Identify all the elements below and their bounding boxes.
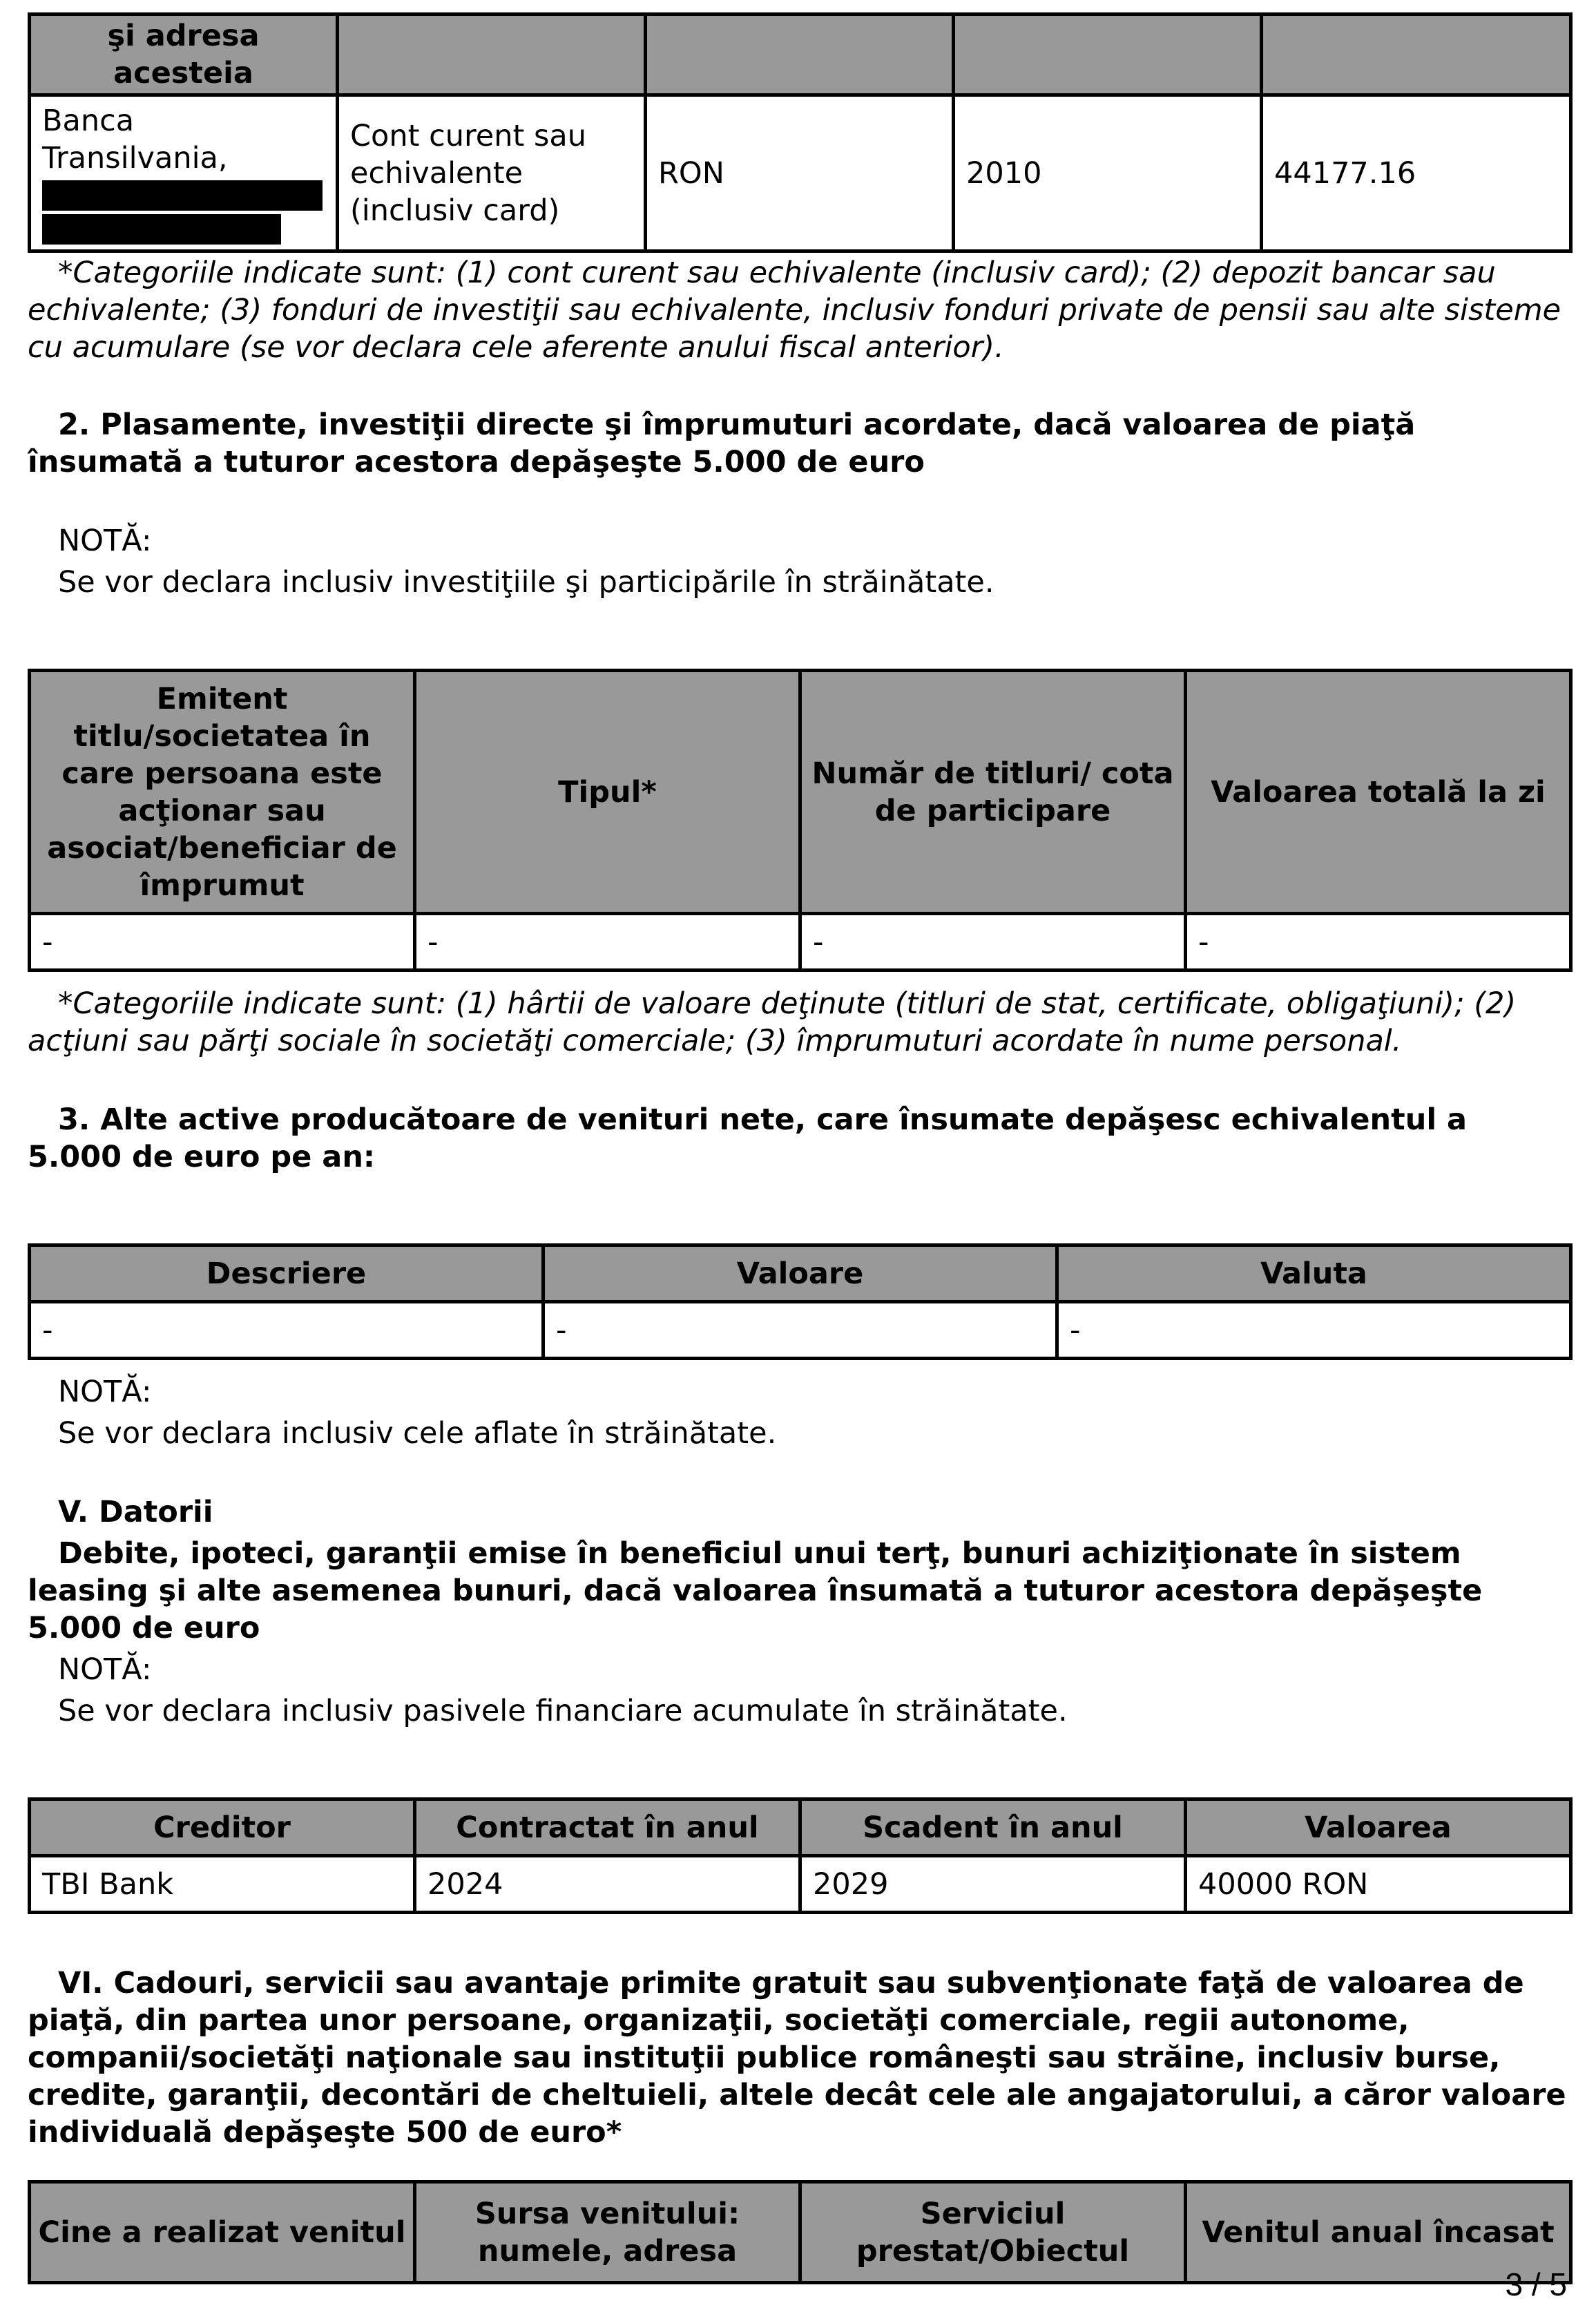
column-header-source: Sursa venitului: numele, adresa	[415, 2182, 800, 2283]
table-cell: -	[1186, 914, 1571, 971]
column-header-total-value: Valoarea totală la zi	[1186, 671, 1571, 914]
bank-name: Banca Transilvania,	[42, 104, 228, 175]
column-header-annual-income: Venitul anual încasat	[1186, 2182, 1571, 2283]
table-header-row	[30, 671, 1571, 914]
table-row	[30, 1302, 1571, 1359]
other-assets-table-block	[28, 1243, 1568, 1360]
redaction-bar	[42, 180, 323, 211]
column-header-currency: Valuta	[1057, 1245, 1571, 1302]
table-header-cell: şi adresa acesteia	[30, 15, 338, 95]
debts-table	[28, 1797, 1573, 1914]
table-row	[30, 95, 1571, 251]
table-header-cell	[646, 15, 954, 95]
section-3-heading: 3. Alte active producătoare de venituri nete, care însumate depăşesc echivalentul a 5.000 de euro pe an:	[28, 1102, 1468, 1174]
account-category-cell: Cont curent sau echivalente (inclusiv card)	[338, 95, 646, 251]
column-header-due-year: Scadent în anul	[800, 1799, 1186, 1856]
table-header-cell	[1262, 15, 1571, 95]
table-cell: -	[30, 914, 415, 971]
table-cell: -	[544, 1302, 1057, 1359]
gifts-table-block	[28, 2180, 1568, 2284]
table-row	[30, 914, 1571, 971]
table-header-cell	[338, 15, 646, 95]
section-3-nota-text: Se vor declara inclusiv cele aflate în străinătate.	[58, 1416, 777, 1451]
table-cell: -	[800, 914, 1186, 971]
bank-name-cell	[30, 95, 338, 251]
section-2-nota-text: Se vor declara inclusiv investiţiile şi participările în străinătate.	[58, 565, 994, 600]
page-number: 3 / 5	[1505, 2266, 1567, 2302]
due-year-cell: 2029	[800, 1856, 1186, 1913]
contracted-year-cell: 2024	[415, 1856, 800, 1913]
table-header-row	[30, 15, 1571, 95]
year-opened-cell: 2010	[954, 95, 1262, 251]
table-header-row	[30, 1799, 1571, 1856]
table-cell: -	[30, 1302, 544, 1359]
section-5-nota-label: NOTĂ:	[58, 1652, 152, 1687]
table-header-cell	[954, 15, 1262, 95]
creditor-cell: TBI Bank	[30, 1856, 415, 1913]
other-assets-table	[28, 1243, 1573, 1360]
currency-cell: RON	[646, 95, 954, 251]
table-cell: -	[415, 914, 800, 971]
investments-table	[28, 669, 1573, 972]
debts-table-block	[28, 1797, 1568, 1914]
redaction-bar	[42, 214, 281, 245]
gifts-table	[28, 2180, 1573, 2284]
table-header-row	[30, 2182, 1571, 2283]
section-5-title: V. Datorii	[58, 1495, 213, 1529]
amount-cell: 40000 RON	[1186, 1856, 1571, 1913]
section-5-nota-text: Se vor declara inclusiv pasivele financiare acumulate în străinătate.	[58, 1694, 1068, 1728]
column-header-recipient: Cine a realizat venitul	[30, 2182, 415, 2283]
column-header-description: Descriere	[30, 1245, 544, 1302]
section-3-nota-label: NOTĂ:	[58, 1375, 152, 1409]
column-header-type: Tipul*	[415, 671, 800, 914]
column-header-service: Serviciul prestat/Obiectul	[800, 2182, 1186, 2283]
section-2-footnote: *Categoriile indicate sunt: (1) hârtii de valoare deţinute (titluri de stat, certificate, obligaţiuni); (2) acţiuni sau părţi sociale în societăţi comerciale; (3) împrumuturi acordate în nume personal.	[28, 986, 1517, 1058]
table-cell: -	[1057, 1302, 1571, 1359]
section-2-nota-label: NOTĂ:	[58, 524, 152, 558]
categories-footnote: *Categoriile indicate sunt: (1) cont curent sau echivalente (inclusiv card); (2) depozit bancar sau echivalente; (3) fonduri de investiţii sau echivalente, inclusiv fonduri private de pensii sau alte sisteme cu acumulare (se vor declara cele aferente anului fiscal anterior).	[28, 256, 1561, 365]
column-header-value: Valoare	[544, 1245, 1057, 1302]
section-6-heading: VI. Cadouri, servicii sau avantaje primite gratuit sau subvenţionate faţă de valoarea de piaţă, din partea unor persoane, organizaţii, societăţi comerciale, regii autonome, companii/societăţi naţionale sau instituţii publice româneşti sau străine, inclusiv burse, credite, garanţii, decontări de cheltuieli, altele decât cele ale angajatorului, a căror valoare individuală depăşeşte 500 de euro*	[28, 1966, 1566, 2150]
table-row	[30, 1856, 1571, 1913]
column-header-shares: Număr de titluri/ cota de participare	[800, 671, 1186, 914]
bank-accounts-table	[28, 12, 1573, 253]
column-header-contracted-year: Contractat în anul	[415, 1799, 800, 1856]
table-header-row	[30, 1245, 1571, 1302]
section-2-heading: 2. Plasamente, investiţii directe şi împrumuturi acordate, dacă valoarea de piaţă însumată a tuturor acestora depăşeşte 5.000 de euro	[28, 408, 1416, 479]
bank-accounts-table-block	[28, 12, 1568, 253]
balance-cell: 44177.16	[1262, 95, 1571, 251]
column-header-amount: Valoarea	[1186, 1799, 1571, 1856]
investments-table-block	[28, 669, 1568, 972]
section-5-heading: Debite, ipoteci, garanţii emise în beneficiul unui terţ, bunuri achiziţionate în sistem leasing şi alte asemenea bunuri, dacă valoarea însumată a tuturor acestora depăşeşte 5.000 de euro	[28, 1536, 1483, 1645]
column-header-issuer: Emitent titlu/societatea în care persoana este acţionar sau asociat/beneficiar de împrumut	[30, 671, 415, 914]
column-header-creditor: Creditor	[30, 1799, 415, 1856]
